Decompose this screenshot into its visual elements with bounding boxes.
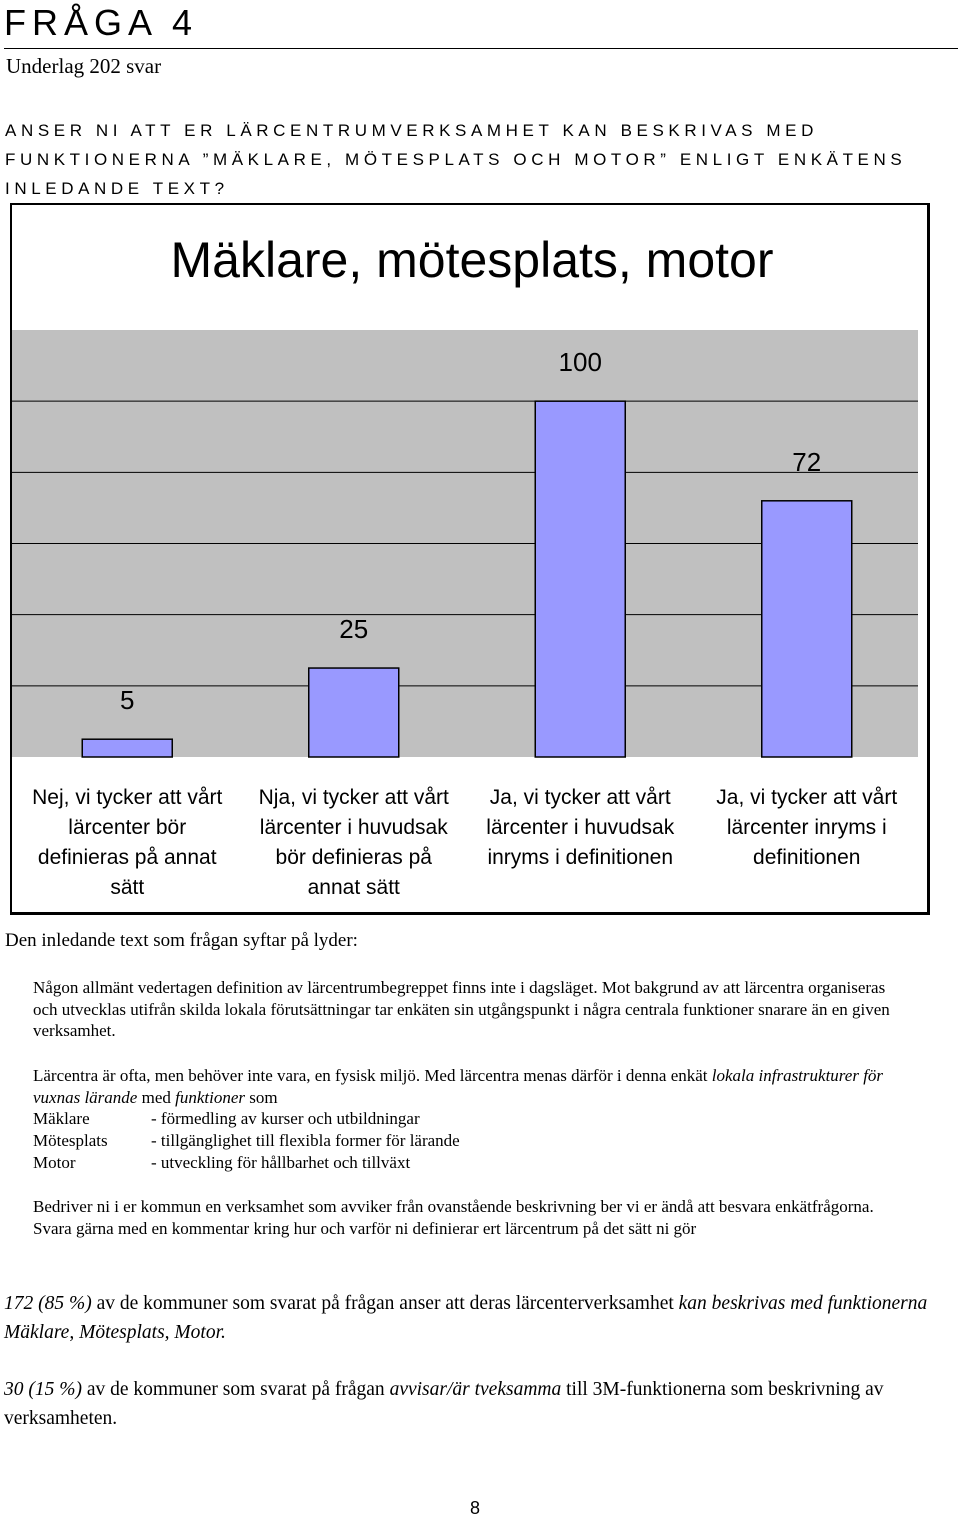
question-text: ANSER NI ATT ER LÄRCENTRUMVERKSAMHET KAN BESKRIVAS MED FUNKTIONERNA ”MÄKLARE, MÖTESPLATS OCH MOTOR” ENLIGT ENKÄTENS INLEDANDE TEXT? — [5, 121, 907, 198]
category-label-line: bör definieras på — [275, 846, 432, 869]
definition-row — [33, 1130, 460, 1152]
definition-row — [33, 1152, 460, 1174]
result-1-text: av de kommuner som svarat på frågan anser att deras lärcenterverksamhet — [91, 1293, 679, 1314]
category-label-line: Ja, vi tycker att vårt — [489, 786, 671, 809]
chart-title: Mäklare, mötesplats, motor — [170, 232, 774, 288]
intro-p2-text-e: som — [245, 1087, 278, 1107]
definition-desc: - tillgänglighet till flexibla former för lärande — [151, 1131, 460, 1150]
result-1-count: 172 (85 %) — [4, 1293, 92, 1314]
intro-paragraph-3: Bedriver ni i er kommun en verksamhet som avviker från ovanstående beskrivning ber vi er ändå att besvara enkätfrågorna. Svara gärna med en kommentar kring hur och varför ni definierar ert lärcentrum på det sätt ni gör — [33, 1197, 874, 1238]
bar-chart-frame — [10, 203, 930, 915]
result-2-count: 30 (15 %) — [4, 1379, 82, 1400]
category-label-line: definitionen — [753, 846, 861, 869]
data-label: 72 — [792, 446, 822, 477]
intro-p2-emphasis-infrastructure: lokala infrastrukturer för vuxnas lärande — [33, 1066, 884, 1107]
intro-p2-text-a: Lärcentra är ofta, men behöver inte vara, en fysisk miljö. Med lärcentra menas därför i denna enkät — [33, 1066, 712, 1085]
subtitle: Underlag 202 svar — [6, 54, 162, 78]
bar — [762, 501, 852, 757]
definition-desc: - utveckling för hållbarhet och tillväxt — [151, 1153, 411, 1172]
category-label-line: inryms i definitionen — [487, 846, 674, 869]
category-label — [32, 786, 222, 899]
heading-rule — [4, 48, 958, 49]
category-label-line: lärcenter i huvudsak — [259, 816, 448, 839]
page-heading: FRÅGA 4 — [4, 2, 199, 43]
category-label-line: lärcenter i huvudsak — [486, 816, 675, 839]
definition-row — [33, 1108, 460, 1130]
page-number: 8 — [470, 1498, 481, 1518]
category-label — [486, 786, 674, 869]
definition-desc: - förmedling av kurser och utbildningar — [151, 1109, 420, 1128]
category-label-line: Nja, vi tycker att vårt — [258, 786, 449, 809]
result-1-emphasis: kan beskrivas med funktionerna Mäklare, Mötesplats, Motor. — [4, 1293, 928, 1343]
result-paragraph-2 — [4, 1375, 954, 1433]
bar — [535, 401, 625, 757]
data-label: 25 — [339, 614, 369, 645]
category-label — [259, 786, 449, 899]
category-label-line: lärcenter inryms i — [726, 816, 887, 839]
intro-paragraph-1: Någon allmänt vedertagen definition av lärcentrumbegreppet finns inte i dagsläget. Mot bakgrund av att lärcentra organiseras och utvecklas utifrån skilda lokala förutsättningar tar enkäten sin utgångspunkt i några centrala funktioner snarare än en given verksamhet. — [33, 978, 890, 1040]
result-2-text-end: till 3M-funktionerna som beskrivning av verksamheten. — [4, 1379, 884, 1429]
result-2-text: av de kommuner som svarat på frågan — [81, 1379, 390, 1400]
bar — [309, 668, 399, 757]
category-label-line: lärcenter bör — [68, 816, 187, 839]
intro-paragraph-2 — [33, 1065, 913, 1108]
category-label-line: sätt — [110, 876, 145, 899]
data-label: 100 — [558, 347, 602, 378]
category-label-line: Ja, vi tycker att vårt — [716, 786, 898, 809]
function-definitions — [33, 1108, 460, 1174]
definition-term: Mötesplats — [33, 1131, 108, 1150]
category-label-line: definieras på annat — [37, 846, 217, 869]
data-label: 5 — [120, 685, 135, 716]
definition-term: Mäklare — [33, 1109, 90, 1128]
category-label-line: annat sätt — [307, 876, 400, 899]
category-label-line: Nej, vi tycker att vårt — [32, 786, 223, 809]
result-paragraph-1 — [4, 1289, 954, 1347]
intro-p2-emphasis-functions: funktioner — [175, 1087, 246, 1107]
definition-term: Motor — [33, 1153, 76, 1172]
result-2-emphasis: avvisar/är tveksamma — [389, 1379, 562, 1400]
bar — [82, 739, 172, 757]
bar-chart — [12, 205, 928, 913]
intro-p2-text-c: med — [137, 1087, 176, 1107]
intro-heading: Den inledande text som frågan syftar på lyder: — [5, 930, 358, 951]
category-label — [716, 786, 897, 869]
